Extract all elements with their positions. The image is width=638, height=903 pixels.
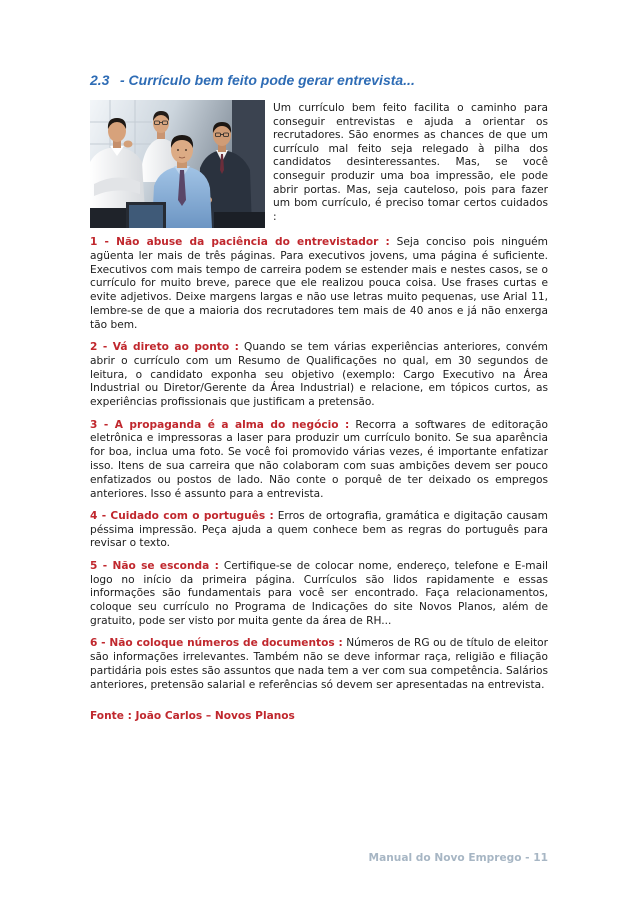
tip-heading: 2 - Vá direto ao ponto : [90,341,239,354]
source-credit: Fonte : João Carlos – Novos Planos [90,709,295,722]
tip-text: Números de RG ou de título de eleitor são informações irrelevantes. Também não se deve informar raça, religião e filiação partidária pois estes são assuntos que nada tem a ver com sua competência. Salários anteriores, pretensão salarial e referências só devem ser apresentadas na entrevista. [90,637,548,691]
tip-text: Erros de ortografia, gramática e digitação causam péssima impressão. Peça ajuda a quem conhece bem as regras do português para revisar o texto. [90,509,548,550]
tip-3 [90,419,548,502]
tip-text: Certifique-se de colocar nome, endereço, telefone e E-mail logo no início da primeira página. Currículos são lidos rapidamente e essas informações são fundamentais para você ser encontrado. Faça relacionamentos, coloque seu currículo no Programa de Indicações do site Novos Planos, além de gratuito, pode ser visto por muita gente da área de RH... [90,559,548,627]
tip-heading: 6 - Não coloque números de documentos : [90,637,343,650]
tip-5 [90,560,548,629]
section-title [90,71,415,89]
tip-heading: 4 - Cuidado com o português : [90,509,274,522]
business-team-illustration [90,100,265,228]
section-number: 2.3 [90,72,110,88]
business-team-photo [90,100,265,228]
tip-text: Quando se tem várias experiências anteriores, convém abrir o currículo com um Resumo de Qualificações no qual, em 30 segundos de leitura, o candidato exponha seu objetivo (exemplo: Cargo Executivo na Área Industrial ou Diretor/Gerente da Área Industrial) e relacione, em tópicos curtos, as experiências profissionais que justificam a pretensão. [90,341,549,409]
tip-6 [90,637,548,692]
tip-text: Seja conciso pois ninguém agüenta ler mais de três páginas. Para executivos jovens, uma página é suficiente. Executivos com mais tempo de carreira podem se estender mais e nestes casos, se o currículo for muito breve, parece que ele realizou pouca coisa. Use frases curtas e evite adjetivos. Deixe margens largas e não use letras muito pequenas, use Arial 11, lembre-se de que a maioria dos recrutadores tem mais de 40 anos e já não enxerga tão bem. [90,236,548,331]
page-footer: Manual do Novo Emprego - 11 [368,852,548,864]
tip-heading: 3 - A propaganda é a alma do negócio : [90,418,350,431]
tips-list [90,236,548,724]
tip-1 [90,236,548,333]
tip-text: Recorra a softwares de editoração eletrônica e impressoras a laser para produzir um currículo bonito. Se sua aparência for boa, inclua uma foto. Se você foi promovido várias vezes, é importante enfatizar isso. Itens de sua carreira que não colaboram com suas ambições devem ser pouco enfatizados ou postos de lado. Não conte o porquê de ter deixado os empregos anteriores. Isso é assunto para a entrevista. [90,418,548,500]
tip-4 [90,510,548,551]
tip-2 [90,341,548,410]
intro-paragraph: Um currículo bem feito facilita o caminho para conseguir entrevistas e ajuda a orientar os recrutadores. São enormes as chances de que um currículo mal feito seja relegado à pilha dos candidatos desinteressantes. Mas, se você conseguir produzir uma boa impressão, ele pode abrir portas. Mas, seja cauteloso, pois para fazer um bom currículo, é preciso tomar certos cuidados : [273,102,548,223]
tip-heading: 1 - Não abuse da paciência do entrevistador : [90,236,390,248]
section-title-text: - Currículo bem feito pode gerar entrevista... [120,72,415,88]
tip-heading: 5 - Não se esconda : [90,559,219,572]
